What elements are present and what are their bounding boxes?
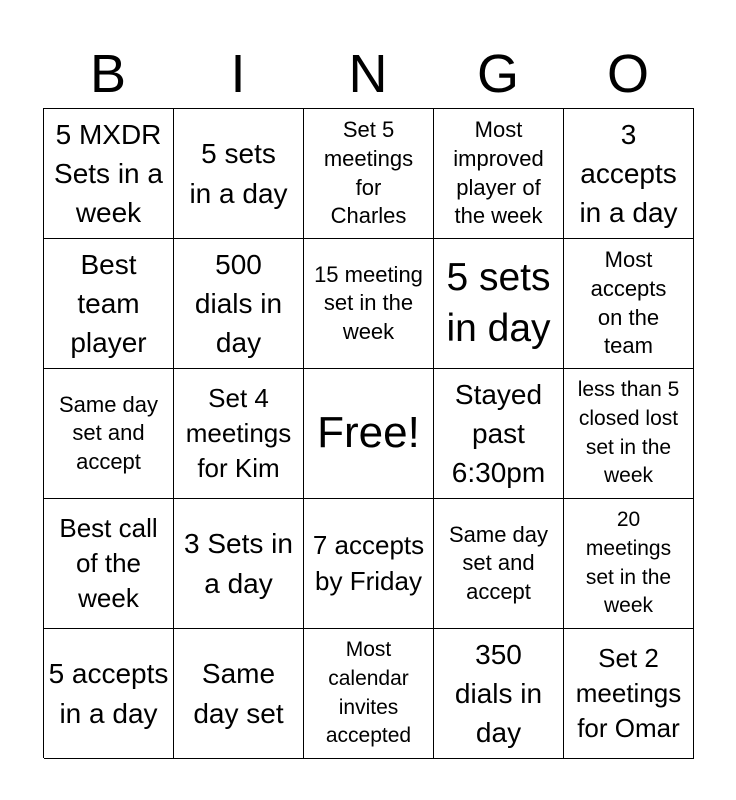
cell-text: Most calendar invites accepted bbox=[325, 637, 412, 748]
cell-text: Same day set bbox=[193, 658, 284, 729]
bingo-cell-r4c1[interactable] bbox=[44, 499, 174, 629]
cell-text: Set 5 meetings for Charles bbox=[323, 117, 414, 229]
bingo-cell-r3c1[interactable] bbox=[44, 369, 174, 499]
cell-text: 5 MXDR Sets in a week bbox=[54, 118, 163, 229]
bingo-cell-r1c2[interactable] bbox=[174, 109, 304, 239]
cell-text: 5 sets in day bbox=[446, 255, 551, 350]
cell-text: Best call of the week bbox=[59, 512, 158, 614]
bingo-cell-r5c3[interactable] bbox=[304, 629, 434, 759]
bingo-cell-r2c3[interactable] bbox=[304, 239, 434, 369]
bingo-cell-r3c4[interactable] bbox=[434, 369, 564, 499]
cell-text: 3 Sets in a day bbox=[184, 528, 293, 599]
bingo-cell-r1c3[interactable] bbox=[304, 109, 434, 239]
bingo-cell-r1c5[interactable] bbox=[564, 109, 694, 239]
bingo-grid bbox=[43, 108, 694, 758]
bingo-cell-r3c5[interactable] bbox=[564, 369, 694, 499]
bingo-cell-r2c4[interactable] bbox=[434, 239, 564, 369]
bingo-cell-r1c4[interactable] bbox=[434, 109, 564, 239]
cell-text: Most improved player of the week bbox=[453, 117, 544, 229]
cell-text: Most accepts on the team bbox=[590, 247, 667, 359]
cell-text: Same day set and accept bbox=[58, 391, 159, 474]
cell-text: Set 4 meetings for Kim bbox=[185, 382, 292, 484]
header-letter-o: O bbox=[606, 44, 649, 104]
header-letter-n: N bbox=[348, 44, 388, 104]
bingo-cell-r4c3[interactable] bbox=[304, 499, 434, 629]
cell-text: Same day set and accept bbox=[448, 521, 549, 604]
cell-text: 350 dials in day bbox=[454, 638, 543, 749]
cell-text: Stayed past 6:30pm bbox=[451, 378, 546, 489]
bingo-cell-r5c4[interactable] bbox=[434, 629, 564, 759]
bingo-header bbox=[43, 40, 693, 108]
bingo-cell-r3c2[interactable] bbox=[174, 369, 304, 499]
cell-text: 5 sets in a day bbox=[189, 138, 288, 209]
cell-text: 15 meeting set in the week bbox=[314, 261, 423, 344]
header-letter-b: B bbox=[89, 44, 127, 104]
bingo-cell-r3c3[interactable] bbox=[304, 369, 434, 499]
bingo-cell-r1c1[interactable] bbox=[44, 109, 174, 239]
bingo-cell-r2c5[interactable] bbox=[564, 239, 694, 369]
bingo-cell-r2c1[interactable] bbox=[44, 239, 174, 369]
bingo-cell-r5c1[interactable] bbox=[44, 629, 174, 759]
bingo-cell-r4c5[interactable] bbox=[564, 499, 694, 629]
bingo-cell-r5c5[interactable] bbox=[564, 629, 694, 759]
cell-text: Best team player bbox=[70, 248, 147, 359]
cell-text: Free! bbox=[317, 408, 420, 458]
cell-text: 500 dials in day bbox=[194, 248, 283, 359]
bingo-cell-r4c2[interactable] bbox=[174, 499, 304, 629]
header-letter-i: I bbox=[230, 44, 246, 104]
cell-text: 5 accepts in a day bbox=[48, 658, 169, 729]
cell-text: 7 accepts by Friday bbox=[312, 530, 425, 596]
cell-text: less than 5 closed lost set in the week bbox=[577, 377, 680, 488]
bingo-cell-r4c4[interactable] bbox=[434, 499, 564, 629]
header-letter-g: G bbox=[476, 44, 519, 104]
bingo-cell-r2c2[interactable] bbox=[174, 239, 304, 369]
bingo-cell-r5c2[interactable] bbox=[174, 629, 304, 759]
cell-text: 20 meetings set in the week bbox=[585, 507, 672, 618]
cell-text: 3 accepts in a day bbox=[579, 118, 678, 229]
cell-text: Set 2 meetings for Omar bbox=[575, 642, 682, 744]
